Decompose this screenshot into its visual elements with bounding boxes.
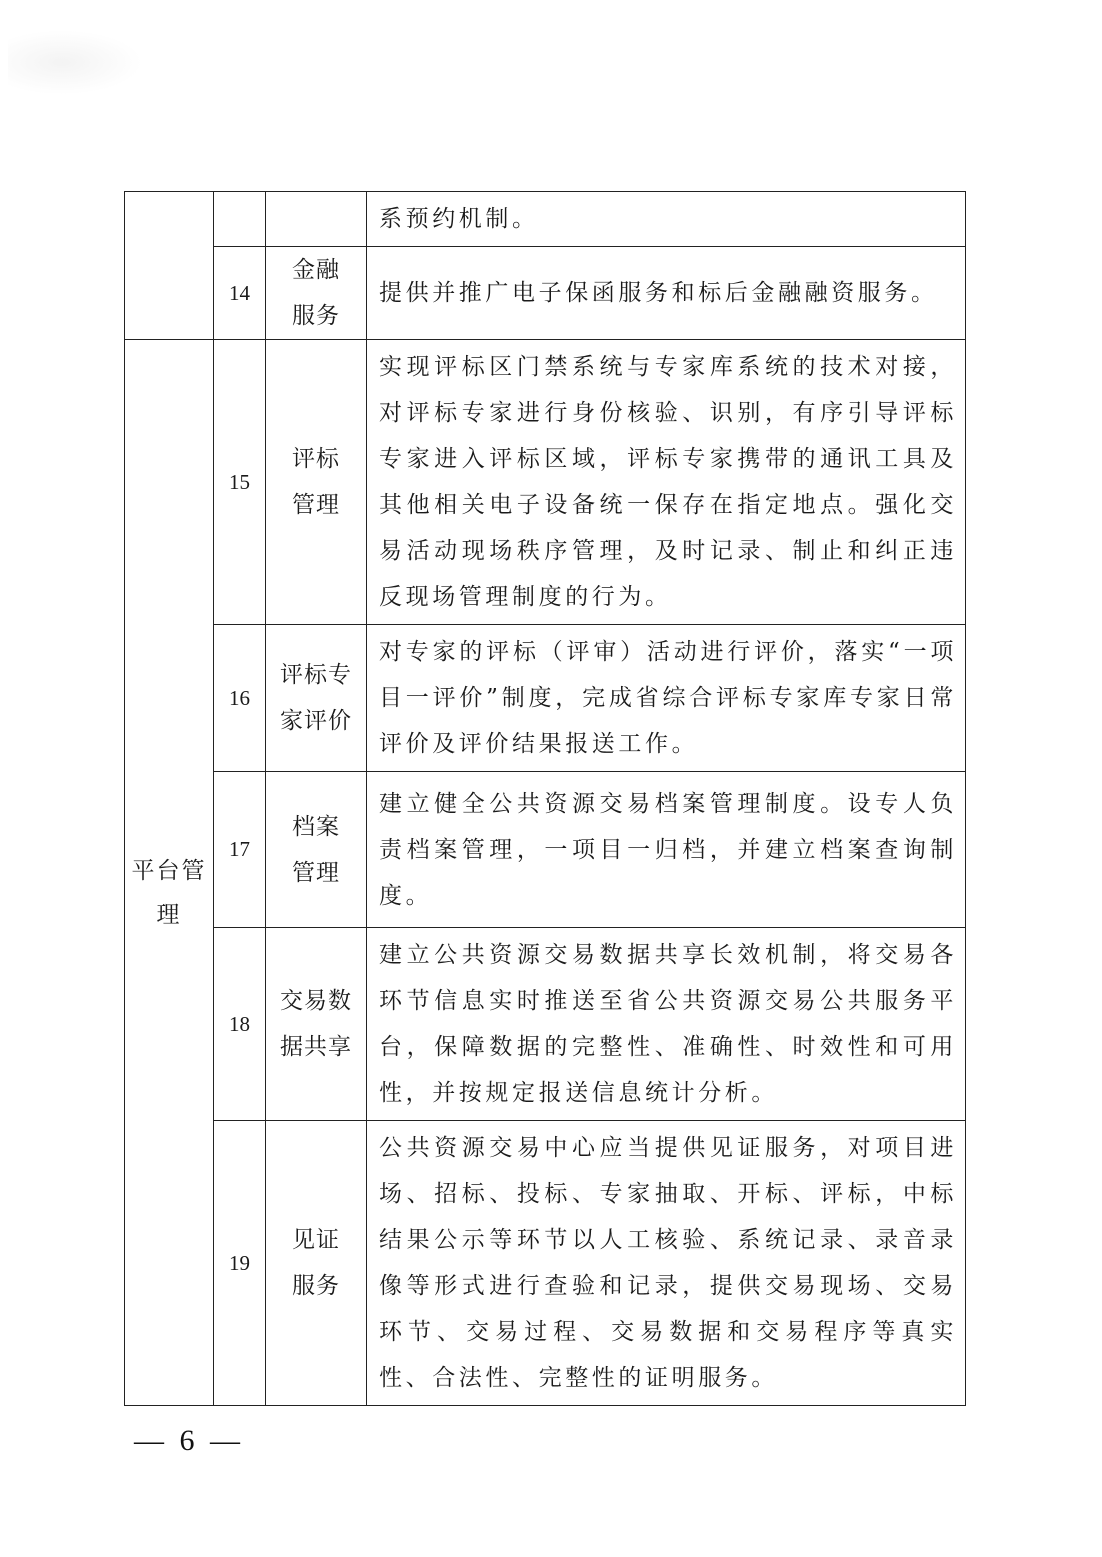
table-row — [125, 247, 966, 340]
page-number: — 6 — — [134, 1424, 244, 1457]
description-cell — [367, 928, 966, 1121]
description-cell — [367, 1121, 966, 1406]
item-name: 金融 服务 — [292, 257, 340, 329]
item-name: 档案 管理 — [292, 813, 340, 886]
item-name-cell — [266, 625, 367, 772]
item-name-cell — [266, 772, 367, 928]
row-number: 15 — [229, 469, 250, 494]
description-cell — [367, 340, 966, 625]
row-number-cell — [214, 1121, 266, 1406]
row-number: 19 — [229, 1250, 250, 1275]
category-cell-previous — [125, 192, 214, 340]
item-name: 交易数 据共享 — [280, 988, 352, 1060]
row-number: 14 — [229, 280, 250, 305]
item-description: 建立健全公共资源交易档案管理制度。设专人负责档案管理，一项目一归档，并建立档案查询制度。 — [379, 790, 957, 909]
item-description: 实现评标区门禁系统与专家库系统的技术对接，对评标专家进行身份核验、识别，有序引导评标专家进入评标区域，评标专家携带的通讯工具及其他相关电子设备统一保存在指定地点。强化交易活动现场秩序管理，及时记录、制止和纠正违反现场管理制度的行为。 — [379, 354, 957, 610]
row-number: 17 — [229, 837, 250, 861]
item-name-cell — [266, 928, 367, 1121]
item-name-cell — [266, 192, 367, 247]
category-cell — [125, 340, 214, 1406]
service-table — [124, 191, 966, 1406]
table-row — [125, 772, 966, 928]
scan-artifact — [8, 30, 143, 95]
table-row — [125, 1121, 966, 1406]
description-cell — [367, 192, 966, 247]
item-description: 公共资源交易中心应当提供见证服务，对项目进场、招标、投标、专家抽取、开标、评标，中标结果公示等环节以人工核验、系统记录、录音录像等形式进行查验和记录，提供交易现场、交易环节、交易过程、交易数据和交易程序等真实性、合法性、完整性的证明服务。 — [379, 1135, 957, 1391]
category-label: 平台管理 — [131, 857, 207, 928]
item-description: 提供并推广电子保函服务和标后金融融资服务。 — [379, 280, 938, 306]
row-number: 18 — [229, 1011, 250, 1036]
description-cell — [367, 772, 966, 928]
table-row — [125, 340, 966, 625]
table-row — [125, 192, 966, 247]
row-number-cell — [214, 192, 266, 247]
item-description: 建立公共资源交易数据共享长效机制，将交易各环节信息实时推送至省公共资源交易公共服务平台，保障数据的完整性、准确性、时效性和可用性，并按规定报送信息统计分析。 — [379, 942, 957, 1106]
item-name-cell — [266, 247, 367, 340]
row-number-cell — [214, 625, 266, 772]
item-name-cell — [266, 340, 367, 625]
table-row — [125, 625, 966, 772]
item-description: 系预约机制。 — [379, 206, 539, 232]
row-number-cell — [214, 772, 266, 928]
item-name: 评标专 家评价 — [280, 662, 352, 734]
row-number-cell — [214, 928, 266, 1121]
item-name: 评标 管理 — [292, 446, 340, 518]
description-cell — [367, 625, 966, 772]
item-description: 对专家的评标（评审）活动进行评价，落实“一项目一评价”制度，完成省综合评标专家库专家日常评价及评价结果报送工作。 — [379, 639, 957, 757]
description-cell — [367, 247, 966, 340]
row-number-cell — [214, 247, 266, 340]
item-name-cell — [266, 1121, 367, 1406]
table-row — [125, 928, 966, 1121]
item-name: 见证 服务 — [292, 1227, 340, 1299]
row-number: 16 — [229, 685, 250, 710]
row-number-cell — [214, 340, 266, 625]
